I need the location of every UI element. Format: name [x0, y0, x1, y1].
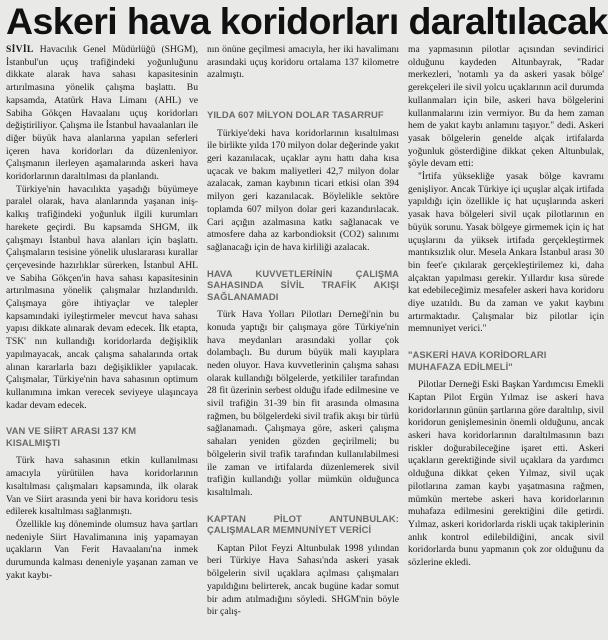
paragraph: Türk Hava Yolları Pilotları Derneği'nin bu konuda yaptığı bir çalışmaya göre Türkiye'nin hava meydanları arasındaki yollar çok dolambaçlı. Bu durum büyük mali kayıplara neden oluyor. Hava kuvvetlerinin çalışma sahası olarak kullandığı bölgelerde, yetkililer tarafından 28 fit üzerinin serbest olduğu ifade edilmesine ve sivil trafiğin 31-39 bin fit arasında olmasına rağmen, bu bölgelerdeki sivil trafik akışı bir türlü sağlanamadı. Çalışmaya göre, askeri çalışma sahaları yeniden gözden geçirilmeli; bu bölgelerin sivil trafik tarafından kullanılabilmesi ile zaman ve irtifalarda düzenlemerek sivil trafiğin kullandığı yollar mümkün olduğunca kısaltılmalı.	[207, 309, 399, 498]
article-column-2	[207, 44, 399, 619]
paragraph: Özellikle kış döneminde olumsuz hava şartları nedeniyle Siirt Havalimanına iniş yapamayan uçakların Van Ferit Havaalanı'na inmek durumunda kalması deneniyle yaşanan zaman ve yakıt kaybı-	[6, 518, 198, 581]
subheading: KAPTAN PİLOT ANTUNBULAK: ÇALIŞMALAR MEMNUNİYET VERİCİ	[207, 512, 399, 536]
paragraph: Türkiye'nin havacılıkta yaşadığı büyümeye paralel olarak, hava alanlarında yaşanan iniş-kalkış trafiğindeki yoğunluk ilgili kurumları harekete geçirdi. Bu kapsamda SHGM, ilk çalışmayı İstanbul hava alanları için başlattı. Çalışmaların tesisine yönelik uluslararası kurallar çerçevesinde hazırlıklar sürerken, İstanbul AHL ve Sabiha Gökçen'in hava sahası kapasitesinin artırılmasına yönelik çalışmalar hızlandırıldı. Çalışmaya göre ihtiyaçlar ve talepler kapsamındaki iyileştirmeler mevcut hava sahası yapısı dikkate alınarak devam edecek. İlk etapta, TSK' nın kullandığı koridorlarda değişiklik yapılmayacak, ancak çalışma sahalarında ortak alınan kararlarla bazı değişiklikler yapılacak. Çalışmalar, Türkiye'nin hava sahasının optimum kullanımına imkan verecek seviyeye ulaşıncaya kadar devam edecek.	[6, 183, 198, 411]
subheading-line: MUHAFAZA EDİLMELİ"	[408, 360, 513, 372]
paragraph-text: Havacılık Genel Müdürlüğü (SHGM), İstanbul'un uçuş trafiğindeki yoğunluğunu dikkate alarak hava sahası kapasitesinin artırılmasına yönelik çalışma başlattı. Bu kapsamda, Atatürk Hava Limanı (AHL) ve Sabiha Gökçen Havaalanı uçuş koridorları değiştiriliyor. Çalışma ile İstanbul havaalanları ile diğer büyük hava alanlarına yapılan seferleri içeren hava koridorları da düzenleniyor. Çalışmanın ilerleyen aşamalarında askeri hava koridorlarının daraltılması da planlandı.	[6, 44, 198, 183]
subheading-line: VAN VE SİİRT ARASI 137 KM	[6, 425, 137, 437]
headline: Askeri hava koridorları daraltılacak	[6, 0, 608, 42]
subheading-line: "ASKERİ HAVA KORİDORLARI	[408, 349, 547, 361]
paragraph: ma yapmasının pilotlar açısından sevindirici olduğunu kaydeden Altunbayrak, "Radar merkezleri, 'notamlı ya da askeri yasak bölge' gerekçeleri ile sivil yolcu uçaklarının acil durumda kullanmaları için bile, askeri hava bölgelerini kullanmalarını izin vermiyor. Bu da hem zaman hem de yakıt kaybı anlamını taşıyor." dedi. Askeri yasak bölgelerin genelde alçak irtifalarda yoğunluk gösterdiğine dikkat çeken Altunbulak, şöyle devam etti:	[408, 44, 604, 170]
paragraph	[6, 44, 198, 184]
article-column-3	[408, 44, 604, 570]
paragraph: Kaptan Pilot Feyzi Altunbulak 1998 yılından beri Türkiye Hava Sahası'nda askeri yasak bölgelerin sivil uçaklara açılması çalışmaları yapıldığını belirterek, ancak bugüne kadar somut bir adım atılmadığını söyledi. SHGM'nin böyle bir çalış-	[207, 542, 399, 618]
paragraph: Pilotlar Derneği Eski Başkan Yardımcısı Emekli Kaptan Pilot Ergün Yılmaz ise askeri hava koridorlarının günün şartlarına göre daraltılıp, sivil koridorun genişlemesinin önemli olduğunu, ancak askeri hava koridorlarının daraltılmasının bazı riskler doğurabileceğine işaret etti. Askeri uçakların gerektiğinde sivil uçaklara da yardımcı olduğuna dikkat çeken Yılmaz, sivil uçak pilotlarına zaman kaybı yaşatmasına rağmen, mümkün mertebe askeri hava koridorlarının muhafaza edilmesini gerektiğini dile getirdi. Yılmaz, askeri koridorlarda riskli uçak takiplerinin anlık kontrol edilebildiğini, ancak sivil koridorlarda bunu yapmanın çok zor olduğunu da sözlerine ekledi.	[408, 379, 604, 569]
paragraph: "İrtifa yüksekliğe yasak bölge kavramı genişliyor. Ancak Türkiye içi uçuşlar alçak irtifada yapıldığı için özellikle iç hat uçuşlarında askeri yasak hava bölgeleri sivil uçak pilotlarının en büyük sorunu. Yasak bölgeye girmemek için iç hat uçuşlarını da yüksek irtifada gerçekleştirmek mantıksızlık olur. Mesela Ankara İstanbul arası 30 bin feet'e çıkılarak gerçekleştirilemez ki, daha alçaktan yapılması gerekir. Yıllardır kısa sürede kat edebileceğimiz mesafeler askeri hava koridoru diye uzatıldı. Bu da zaman ve yakıt kaybını artırmaktadır. Çalışmalar biz pilotlar için memnuniyet verici."	[408, 171, 604, 335]
article-column-1	[6, 44, 198, 582]
paragraph: Türkiye'deki hava koridorlarının kısaltılması ile birlikte yılda 170 milyon dolar değerinde yakıt geri kazanılacak, uçaklar aynı hattı daha kısa uçacak ve bakım maliyetleri 42,7 milyon dolar azalacak, zaman kaybının ticari etkisi olan 394 milyon geri kazanılacak. Böylelikle sektöre toplamda 607 milyon dolar geri kazandırılacak. Cari açığın azalmasına katkı sağlanacak ve atmosfere daha az karbondioksit (CO2) salınımı sağlanacağı için de hava kirliliği azalacak.	[207, 127, 399, 253]
paragraph: nın önüne geçilmesi amacıyla, her iki havalimanı arasındaki uçuş koridoru ortalama 137 kilometre azalmıştı.	[207, 44, 399, 81]
subheading: HAVA KUVVETLERİNİN ÇALIŞMA SAHASINDA SİVİL TRAFİK AKIŞI SAĞLANAMADI	[207, 267, 399, 302]
subheading-line: KISALMIŞTI	[6, 436, 61, 448]
paragraph: Türk hava sahasının etkin kullanılması amacıyla yürütülen hava koridorlarının kısaltılması çalışmaları kapsamında, ilk olarak Van ve Siirt arasında yeni bir hava koridoru tesis edilerek kısaltılması sağlanmıştı.	[6, 455, 198, 518]
lead-word: SİVİL	[6, 44, 34, 55]
subheading: YILDA 607 MİLYON DOLAR TASARRUF	[207, 109, 384, 121]
subheading	[6, 425, 198, 448]
subheading	[408, 349, 604, 372]
